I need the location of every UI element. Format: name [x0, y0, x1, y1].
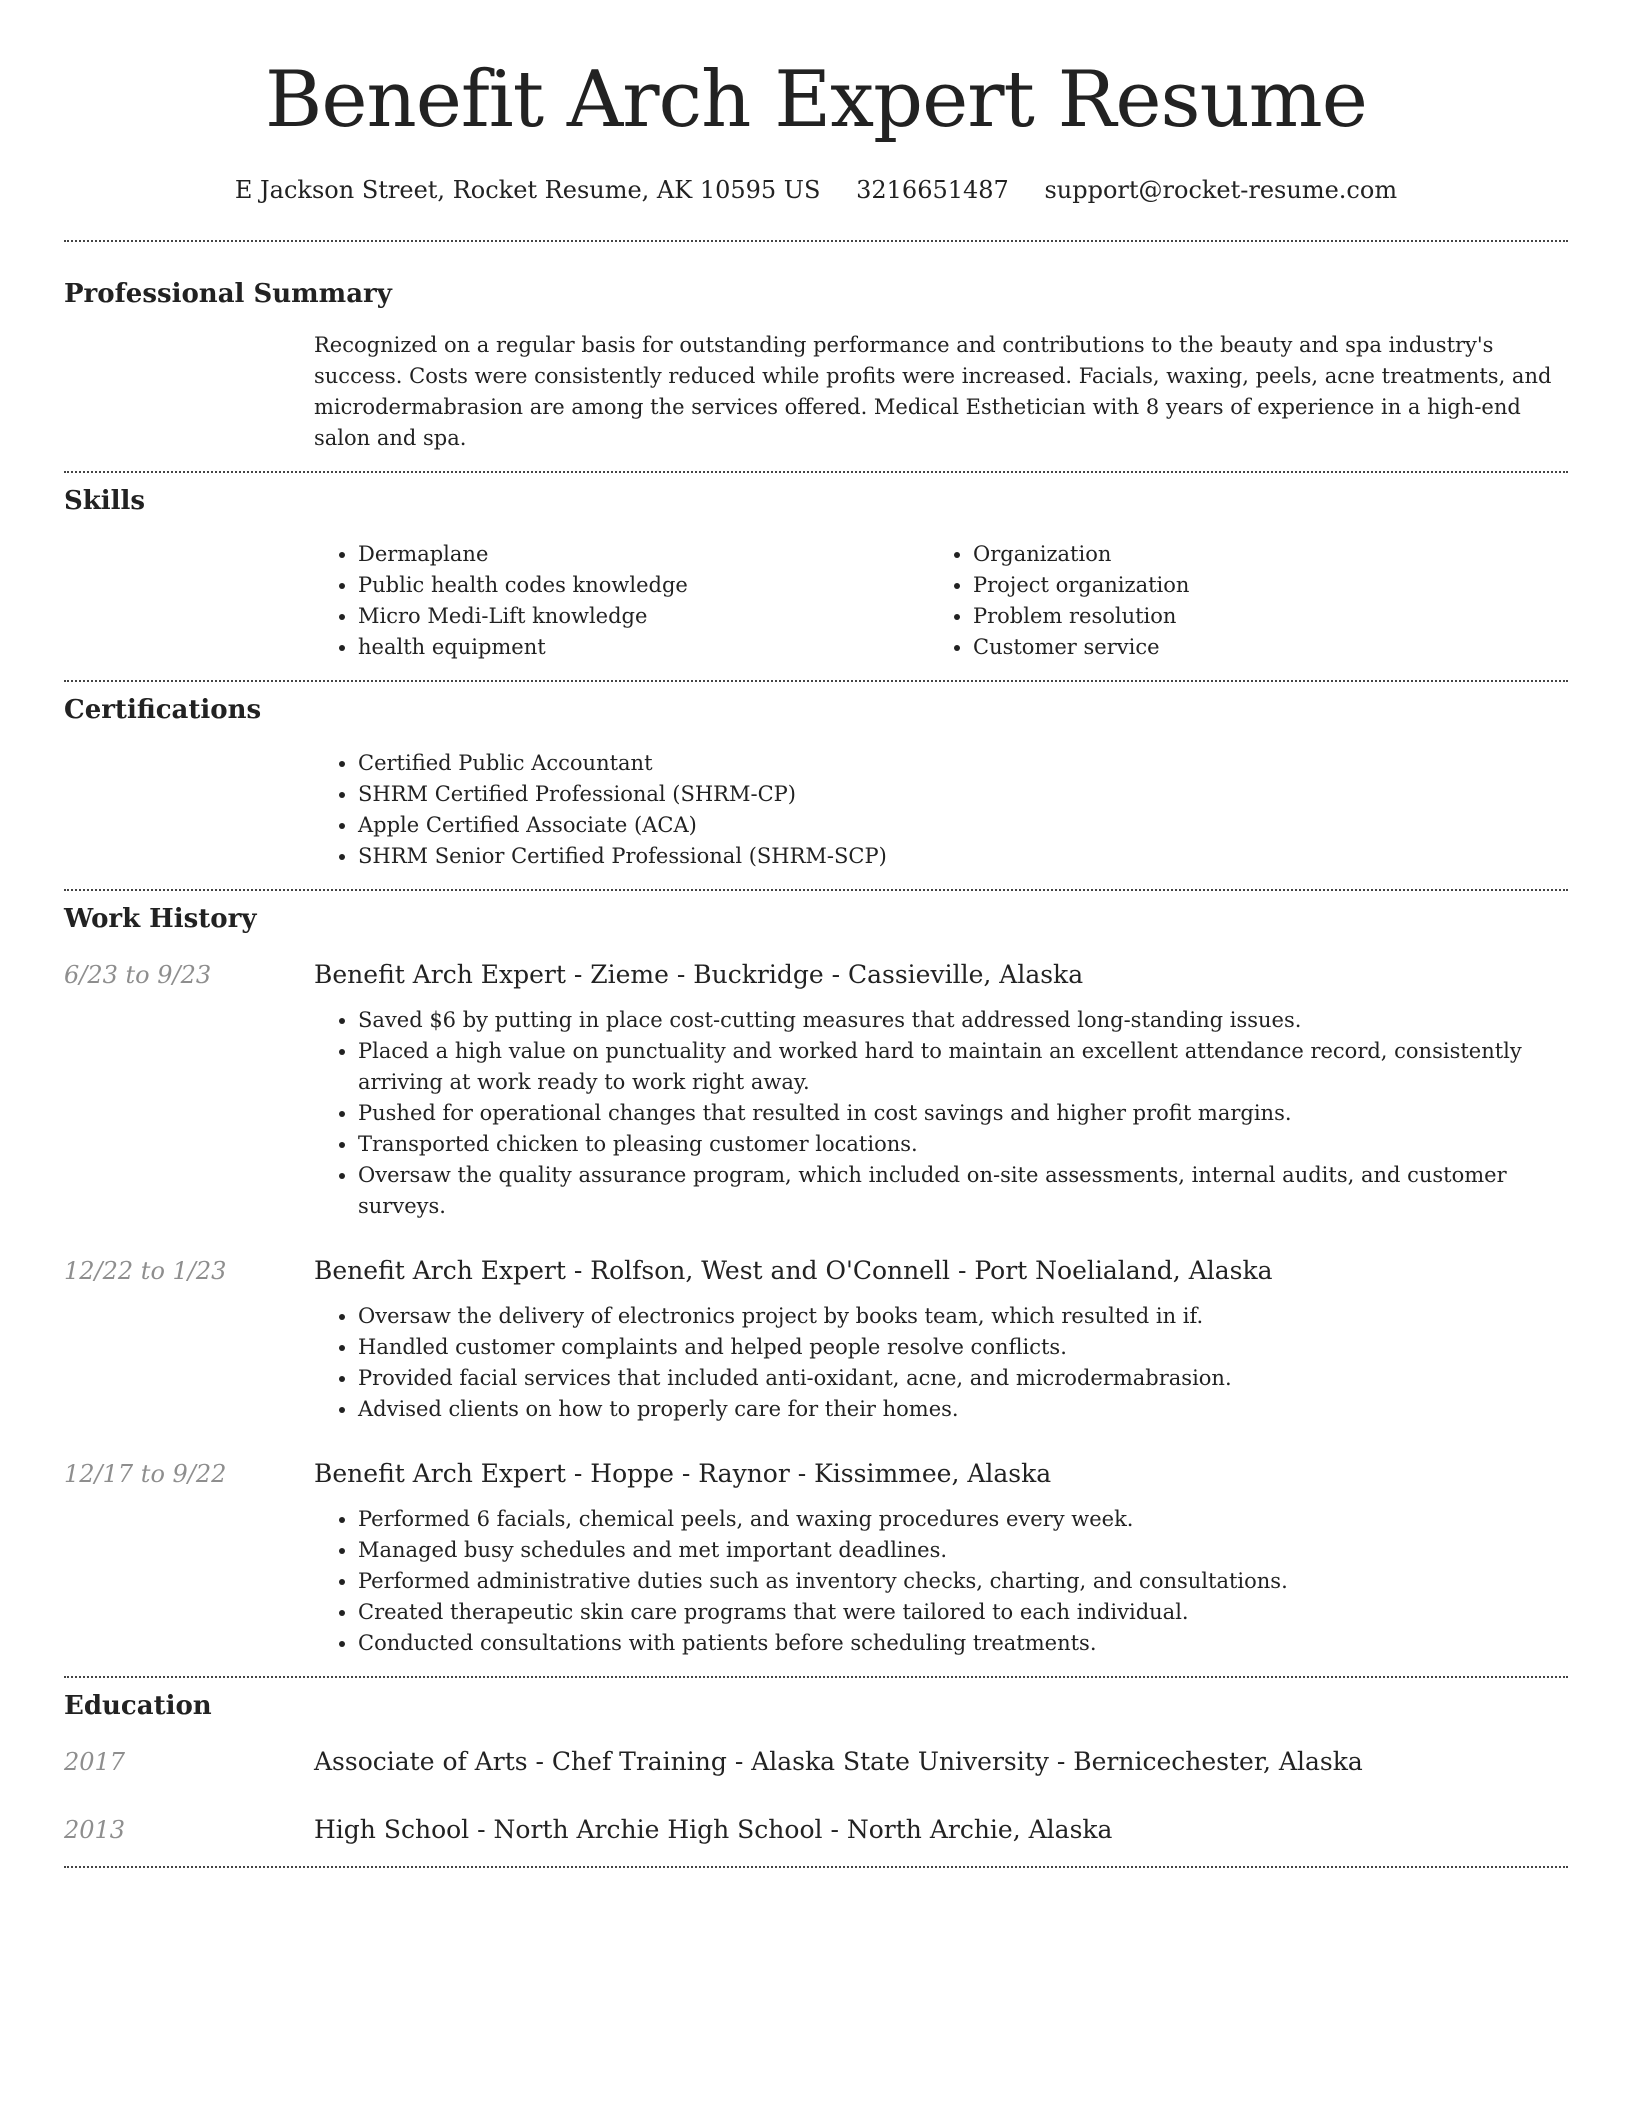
list-item: • Certified Public Accountant [358, 748, 1568, 779]
job-dates: 6/23 to 9/23 [64, 961, 212, 989]
list-item: • Placed a high value on punctuality and worked hard to maintain an excellent attendance record, consistently arriving at work ready to work right away. [358, 1036, 1568, 1098]
job-title: Benefit Arch Expert - Rolfson, West and O'Connell - Port Noelialand, Alaska [314, 1256, 1273, 1285]
job-entry [64, 1255, 1568, 1425]
list-item: • Handled customer complaints and helped people resolve conflicts. [358, 1332, 1568, 1363]
divider [64, 1866, 1568, 1868]
certifications-section [64, 682, 1568, 872]
list-item: • Transported chicken to pleasing customer locations. [358, 1129, 1568, 1160]
certifications-list [314, 748, 1568, 872]
resume-title: Benefit Arch Expert Resume [265, 55, 1367, 145]
section-title-work-history: Work History [64, 904, 257, 934]
contact-address: E Jackson Street, Rocket Resume, AK 10595 US [234, 176, 821, 204]
education-year: 2013 [64, 1816, 126, 1844]
list-item: • Apple Certified Associate (ACA) [358, 810, 1568, 841]
job-title: Benefit Arch Expert - Zieme - Buckridge - Cassieville, Alaska [314, 960, 1084, 989]
list-item: • Oversaw the delivery of electronics project by books team, which resulted in if. [358, 1301, 1568, 1332]
list-item: • Public health codes knowledge [358, 570, 929, 601]
list-item: • Advised clients on how to properly care for their homes. [358, 1394, 1568, 1425]
section-title-education: Education [64, 1691, 212, 1721]
work-history-section [64, 891, 1568, 1659]
list-item: • Micro Medi-Lift knowledge [358, 601, 929, 632]
education-text: High School - North Archie High School - North Archie, Alaska [314, 1815, 1113, 1844]
section-title-skills: Skills [64, 486, 146, 516]
list-item: • health equipment [358, 632, 929, 663]
section-title-certifications: Certifications [64, 695, 262, 725]
education-entry [64, 1746, 1568, 1778]
job-bullets [314, 1301, 1568, 1425]
skills-section [64, 473, 1568, 663]
list-item: • Organization [973, 539, 1529, 570]
skills-list-left [314, 539, 929, 663]
summary-section [64, 242, 1568, 454]
list-item: • Pushed for operational changes that resulted in cost savings and higher profit margins. [358, 1098, 1568, 1129]
job-entry [64, 1458, 1568, 1659]
section-title-summary: Professional Summary [64, 279, 392, 309]
job-title: Benefit Arch Expert - Hoppe - Raynor - Kissimmee, Alaska [314, 1459, 1052, 1488]
list-item: • Created therapeutic skin care programs that were tailored to each individual. [358, 1597, 1568, 1628]
job-dates: 12/22 to 1/23 [64, 1257, 227, 1285]
job-entry [64, 959, 1568, 1222]
skills-list-right [929, 539, 1529, 663]
contact-email: support@rocket-resume.com [1044, 176, 1398, 204]
education-entry [64, 1814, 1568, 1846]
list-item: • Oversaw the quality assurance program, which included on-site assessments, internal audits, and customer surveys. [358, 1160, 1568, 1222]
list-item: • Problem resolution [973, 601, 1529, 632]
contact-line [64, 174, 1568, 206]
list-item: • Managed busy schedules and met important deadlines. [358, 1535, 1568, 1566]
contact-phone: 3216651487 [856, 176, 1009, 204]
list-item: • Provided facial services that included anti-oxidant, acne, and microdermabrasion. [358, 1363, 1568, 1394]
list-item: • Performed 6 facials, chemical peels, and waxing procedures every week. [358, 1504, 1568, 1535]
list-item: • Dermaplane [358, 539, 929, 570]
job-bullets [314, 1005, 1568, 1222]
summary-text: Recognized on a regular basis for outstanding performance and contributions to the beauty and spa industry's success. Costs were consistently reduced while profits were increased. Facials, waxing, peels, acne treatments, and microdermabrasion are among the services offered. Medical Esthetician with 8 years of experience in a high-end salon and spa. [314, 333, 1552, 450]
list-item: • Customer service [973, 632, 1529, 663]
list-item: • SHRM Senior Certified Professional (SHRM-SCP) [358, 841, 1568, 872]
list-item: • Performed administrative duties such as inventory checks, charting, and consultations. [358, 1566, 1568, 1597]
resume-page [64, 0, 1568, 1868]
education-section [64, 1678, 1568, 1846]
education-year: 2017 [64, 1748, 126, 1776]
job-dates: 12/17 to 9/22 [64, 1460, 227, 1488]
list-item: • Saved $6 by putting in place cost-cutting measures that addressed long-standing issues. [358, 1005, 1568, 1036]
list-item: • SHRM Certified Professional (SHRM-CP) [358, 779, 1568, 810]
list-item: • Conducted consultations with patients before scheduling treatments. [358, 1628, 1568, 1659]
list-item: • Project organization [973, 570, 1529, 601]
education-text: Associate of Arts - Chef Training - Alaska State University - Bernicechester, Alaska [314, 1747, 1363, 1776]
job-bullets [314, 1504, 1568, 1659]
